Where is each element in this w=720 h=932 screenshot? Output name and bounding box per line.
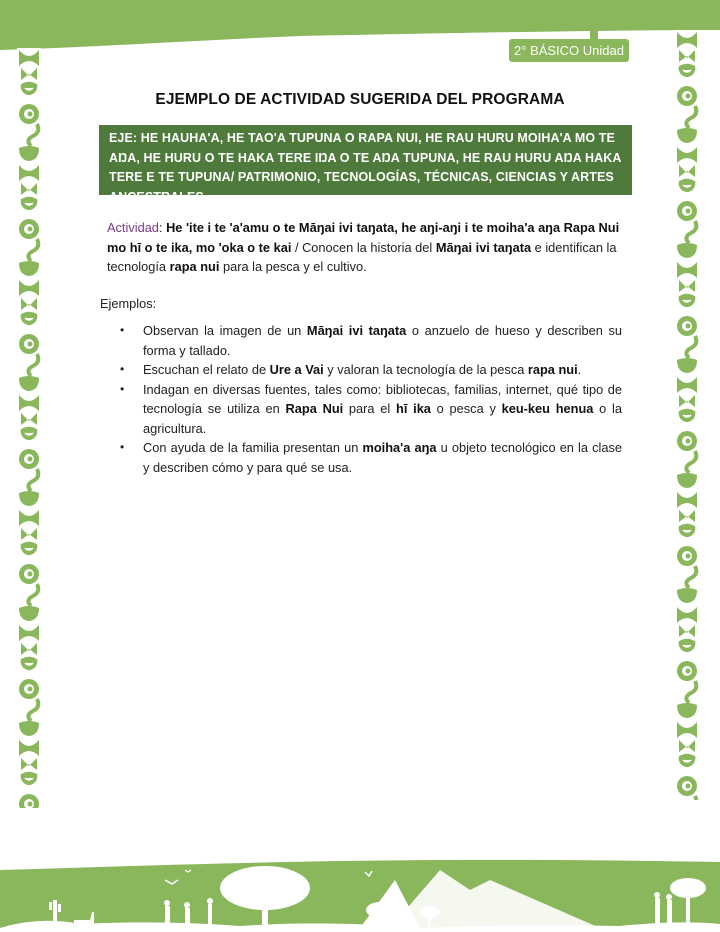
example-text: Con ayuda de la familia presentan un [143,440,363,455]
activity-label: Actividad [107,220,159,235]
example-bold-term: Ure a Vai [269,362,324,377]
example-bold-term: hī ika [396,401,431,416]
example-item [100,360,622,380]
example-text: . [577,362,582,377]
landscape-silhouette-band-icon [0,840,720,932]
example-text: o pesca y [430,401,502,416]
activity-bold-term: Māŋai ivi taŋata [435,239,532,255]
example-text: y valoran la tecnología de la pesca [323,362,528,377]
example-item [100,321,622,360]
bullet-icon: • [120,381,125,396]
right-pattern-border [675,30,699,790]
bullet-icon: • [120,323,125,337]
activity-description [107,218,623,277]
eje-banner: EJE: HE HAUHA'A, HE TAO'A TUPUNA O RAPA NUI, HE RAU HURU MOIHA'A MO TE AŊA, HE HURU O TE HAKA TERE IŊA O TE AŊA TUPUNA, HE RAU HURU AŊA HAKA TERE E TE TUPUNA/ PATRIMONIO, TECNOLOGÍAS, TÉCNICAS, CIENCIAS Y ARTES ANCESTRALES. [99,125,632,195]
grade-badge: 2° BÁSICO Unidad 4 [509,39,629,62]
activity-colon: : [158,220,167,235]
example-bold-term: moiha'a aŋa [362,440,437,455]
example-text: o la agricultura. [143,401,622,436]
example-text: Observan la imagen de un [143,323,307,338]
bottom-landscape-banner [0,840,720,932]
left-pattern-border [17,48,41,808]
activity-text: para la pesca y el cultivo. [219,259,367,274]
example-bold-term: rapa nui [527,362,578,377]
rapanui-pattern-border-icon [17,48,41,808]
activity-bold-term: rapa nui [169,259,220,274]
example-item [100,380,622,439]
example-bold-term: keu-keu henua [501,401,594,416]
rapanui-pattern-border-icon [675,30,699,800]
example-bold-term: Māŋai ivi taŋata [306,323,407,338]
examples-label: Ejemplos: [100,296,157,311]
example-bold-term: Rapa Nui [285,401,344,416]
example-text: u objeto tecnológico en la clase y describen cómo y para qué se usa. [143,440,622,475]
activity-separator: / [291,239,303,255]
page-title: EJEMPLO DE ACTIVIDAD SUGERIDA DEL PROGRAMA [155,91,565,108]
example-text: Indagan en diversas fuentes, tales como: bibliotecas, familias, internet, qué tipo de tecnología se utiliza en [143,381,622,416]
example-item [100,438,622,477]
example-text: para el [343,401,397,416]
examples-list [100,321,622,477]
activity-text: e identifican la tecnología [107,239,617,274]
bullet-icon: • [120,440,125,454]
activity-text: Conocen la historia del [302,239,436,255]
example-text: o anzuelo de hueso y describen su forma y tallado. [143,323,622,358]
bullet-icon: • [120,362,125,376]
activity-rapanui-title: He 'ite i te 'a'amu o te Māŋai ivi taŋata, he aŋi-aŋi i te moiha'a aŋa Rapa Nui mo hī o te ika, mo 'oka o te kai [107,220,620,255]
example-text: Escuchan el relato de [143,362,270,377]
